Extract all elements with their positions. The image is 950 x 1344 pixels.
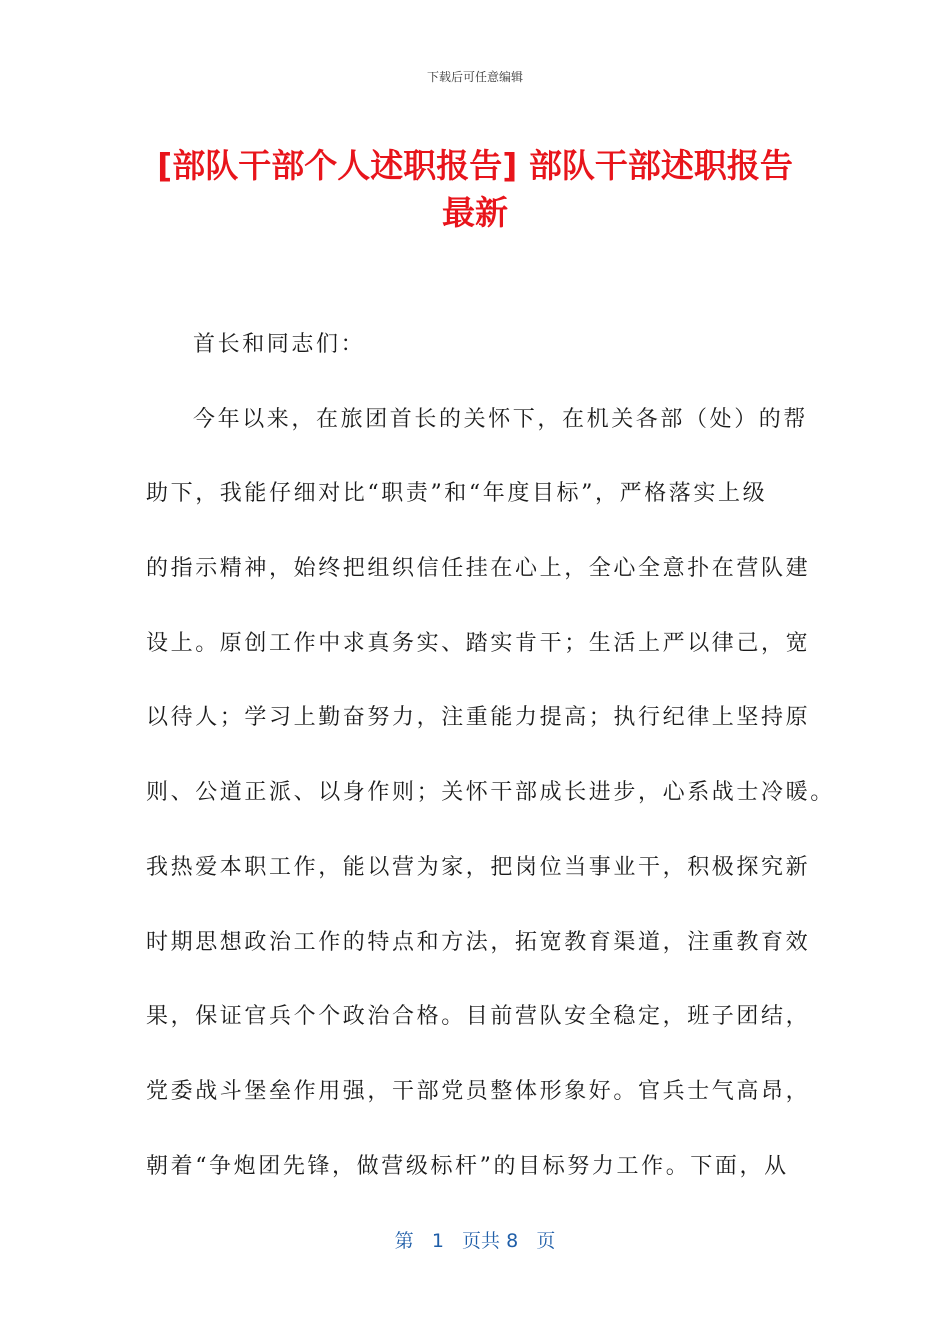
document-body	[146, 323, 835, 1219]
footer-page-prefix: 第	[394, 1230, 414, 1252]
salutation: 首长和同志们：	[193, 332, 366, 357]
paragraph-line: 今年以来，在旅团首长的关怀下，在机关各部（处）的帮	[193, 406, 809, 432]
paragraph-line: 的指示精神，始终把组织信任挂在心上，全心全意扑在营队建	[146, 556, 811, 582]
page-footer	[0, 1226, 950, 1253]
paragraph-line: 设上。原创工作中求真务实、踏实肯干；生活上严以律己，宽	[146, 630, 811, 656]
paragraph-line: 助下，我能仔细对比“职责”和“年度目标”，严格落实上级	[146, 481, 768, 507]
footer-total-pages: 8	[506, 1230, 519, 1252]
paragraph-line: 则、公道正派、以身作则；关怀干部成长进步，心系战士冷暖。	[146, 780, 835, 806]
page-header-note: 下载后可任意编辑	[426, 70, 523, 84]
footer-page-mid: 页共	[462, 1230, 501, 1252]
paragraph-line: 时期思想政治工作的特点和方法，拓宽教育渠道，注重教育效	[146, 929, 811, 955]
document-title-line-1: [部队干部个人述职报告] 部队干部述职报告	[157, 146, 793, 185]
footer-current-page: 1	[431, 1230, 444, 1252]
paragraph-line: 党委战斗堡垒作用强，干部党员整体形象好。官兵士气高昂，	[146, 1078, 811, 1104]
paragraph-line: 以待人；学习上勤奋努力，注重能力提高；执行纪律上坚持原	[146, 705, 811, 731]
document-title-line-2: 最新	[442, 193, 508, 232]
paragraph-line: 我热爱本职工作，能以营为家，把岗位当事业干，积极探究新	[146, 854, 811, 880]
paragraph-line: 朝着“争炮团先锋，做营级标杆”的目标努力工作。下面，从	[146, 1153, 789, 1179]
footer-page-suffix: 页	[536, 1230, 556, 1252]
document-title	[100, 142, 850, 236]
paragraph-line: 果，保证官兵个个政治合格。目前营队安全稳定，班子团结，	[146, 1004, 811, 1030]
